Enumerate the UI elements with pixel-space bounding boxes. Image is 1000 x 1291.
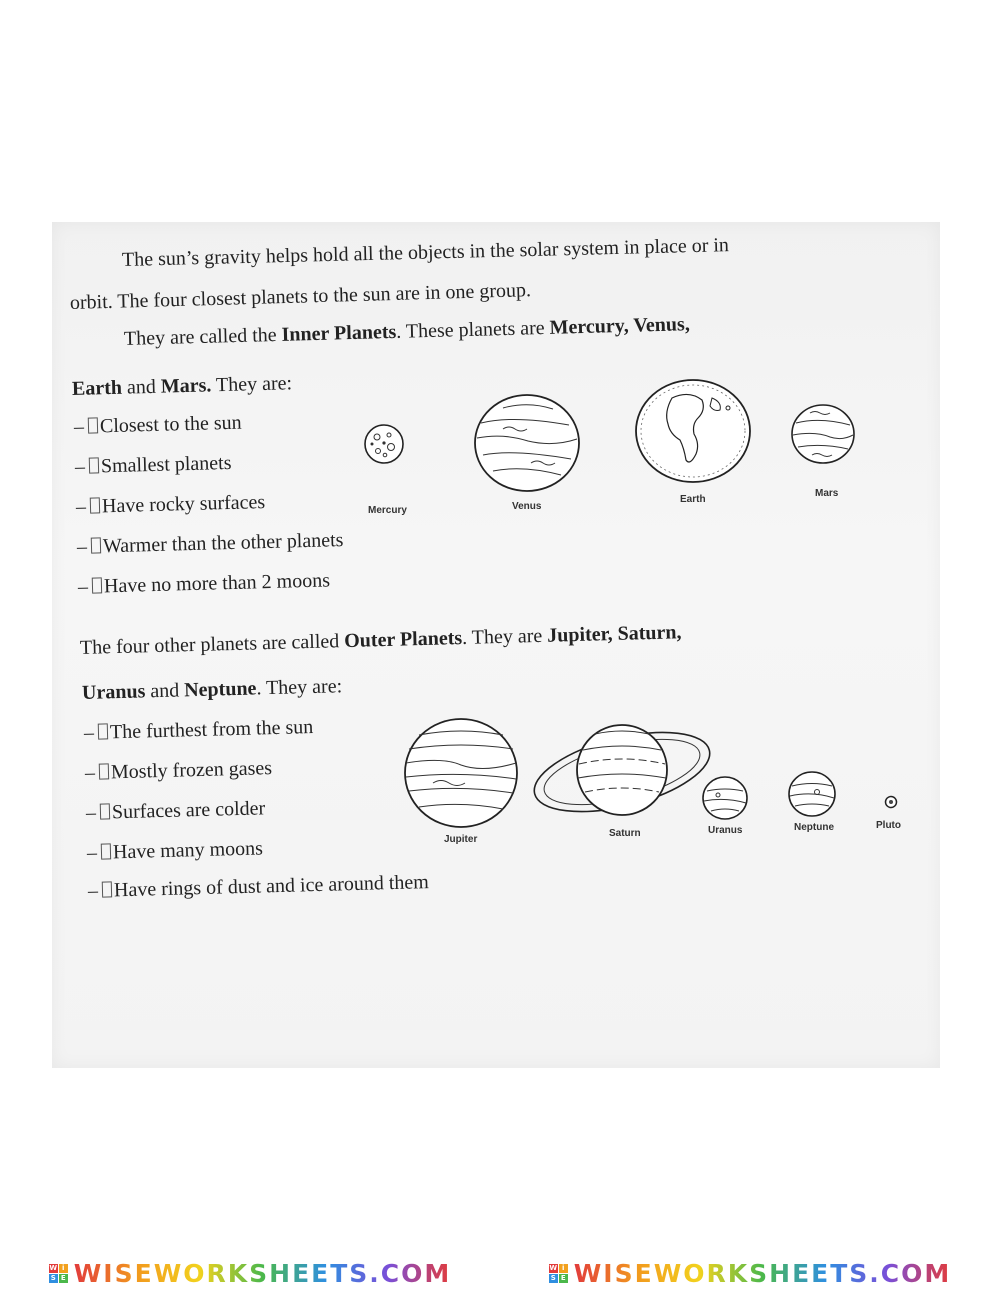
logo-letter: S (50, 1273, 56, 1282)
list-item: – Have rings of dust and ice around them (87, 871, 430, 902)
logo-letter: i (59, 1264, 68, 1273)
text: . These planets are (395, 316, 550, 343)
mercury-label: Mercury (368, 505, 407, 516)
uranus-label: Uranus (708, 825, 743, 836)
list-item: – The furthest from the sun (83, 716, 314, 744)
text: They are called the (123, 323, 282, 350)
neptune-name: Neptune (183, 677, 257, 702)
uranus-name: Uranus (81, 680, 146, 704)
mars-name: Mars. (160, 374, 212, 398)
bullet-text: Warmer than the other planets (102, 529, 344, 558)
bullet-text: Have rings of dust and ice around them (113, 871, 430, 902)
list-item: – Closest to the sun (73, 411, 242, 438)
bullet-text: Smallest planets (100, 451, 232, 478)
inner-planet-names: Mercury, Venus, (549, 313, 691, 339)
venus-illustration (473, 393, 581, 493)
earth-illustration (634, 378, 752, 484)
bullet-text: Surfaces are colder (111, 797, 266, 824)
uranus-illustration (701, 775, 749, 821)
list-item: – Smallest planets (74, 451, 232, 478)
intro-line-2: orbit. The four closest planets to the sun are in one group. (69, 279, 532, 314)
bullet-text: Have many moons (112, 837, 264, 864)
mars-label: Mars (815, 488, 839, 499)
list-item: – Surfaces are colder (85, 797, 266, 824)
list-item: – Have rocky surfaces (75, 491, 266, 518)
pluto-illustration (884, 795, 898, 809)
text: They are: (211, 372, 293, 397)
logo-letter: W (49, 1263, 58, 1272)
pluto-label: Pluto (876, 820, 901, 831)
list-item: – Have no more than 2 moons (77, 569, 331, 598)
brand-logo (549, 1259, 952, 1288)
brand-text: WISEWORKSHEETS.COM (73, 1258, 452, 1288)
logo-letter: S (550, 1273, 556, 1282)
list-item: – Mostly frozen gases (84, 757, 273, 784)
text: and (145, 679, 185, 703)
text: . They are (461, 624, 548, 649)
brand-logo (49, 1259, 452, 1288)
saturn-illustration (529, 720, 715, 826)
venus-label: Venus (512, 501, 542, 512)
logo-letter: E (559, 1274, 568, 1283)
inner-planets-term: Inner Planets (281, 320, 397, 346)
bullet-text: Have no more than 2 moons (103, 569, 331, 598)
bullet-text: Mostly frozen gases (110, 757, 273, 784)
brand-text: WISEWORKSHEETS.COM (573, 1258, 952, 1288)
footer-watermark (0, 1258, 1000, 1288)
jupiter-label: Jupiter (444, 834, 478, 845)
mercury-illustration (363, 423, 405, 465)
jupiter-illustration (403, 717, 519, 829)
intro-line-1: The sun’s gravity helps hold all the objects in the solar system in place or in (121, 234, 730, 271)
text: The four other planets are called (79, 630, 345, 659)
bullet-text: Have rocky surfaces (101, 491, 266, 518)
neptune-label: Neptune (794, 822, 834, 833)
text: . They are: (256, 675, 343, 700)
outer-planets-term: Outer Planets (343, 626, 463, 653)
mars-illustration (790, 403, 856, 465)
neptune-illustration (787, 770, 837, 818)
bullet-text: Closest to the sun (99, 411, 242, 438)
logo-letter: i (559, 1264, 568, 1273)
logo-letter: W (549, 1263, 558, 1272)
logo-mark-icon (549, 1264, 568, 1283)
earth-name: Earth (71, 376, 123, 400)
logo-letter: E (59, 1274, 68, 1283)
earth-label: Earth (680, 494, 706, 505)
text: and (121, 375, 162, 399)
list-item: – Have many moons (86, 837, 264, 864)
outer-planet-names: Jupiter, Saturn, (546, 621, 682, 647)
list-item: – Warmer than the other planets (76, 529, 344, 558)
bullet-text: The furthest from the sun (109, 716, 314, 744)
logo-mark-icon (49, 1264, 68, 1283)
saturn-label: Saturn (609, 828, 641, 839)
